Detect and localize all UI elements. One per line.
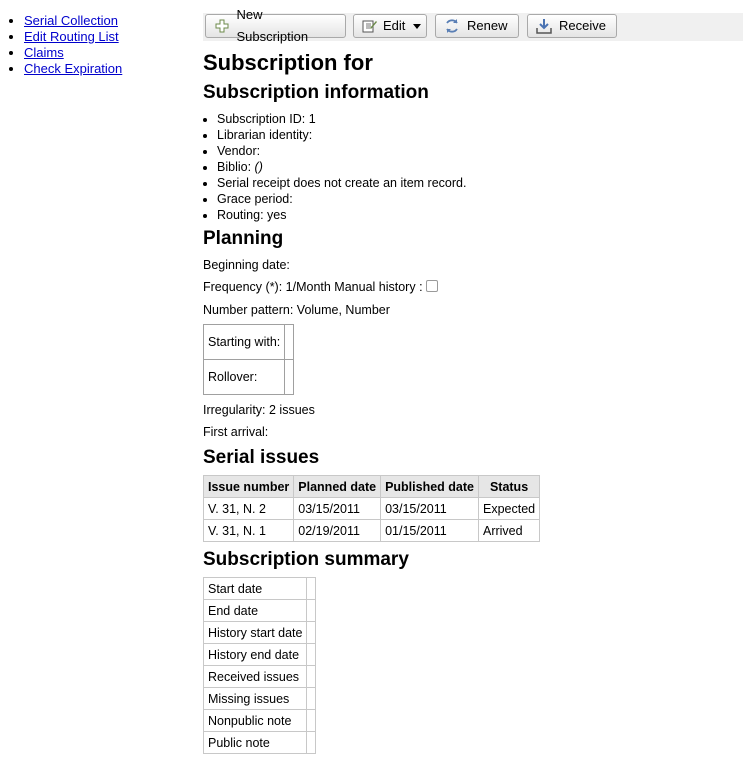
check-expiration-link[interactable]: Check Expiration	[24, 61, 123, 76]
sidebar-item-edit-routing-list	[24, 29, 122, 45]
header-planned-date: Planned date	[294, 476, 381, 498]
serial-collection-link[interactable]: Serial Collection	[24, 13, 118, 28]
vendor-label: Vendor:	[217, 144, 261, 158]
summary-row	[204, 710, 316, 732]
subscription-summary-table	[203, 577, 316, 754]
planning-heading: Planning	[203, 228, 284, 249]
summary-value	[307, 578, 316, 600]
vendor-item	[217, 143, 466, 159]
chevron-down-icon	[413, 24, 421, 29]
starting-with-value	[285, 325, 294, 360]
published-date-cell: 01/15/2011	[381, 520, 479, 542]
frequency-row	[203, 280, 438, 294]
issue-number-cell: V. 31, N. 2	[204, 498, 294, 520]
receive-button[interactable]	[527, 14, 617, 38]
subscription-info-heading: Subscription information	[203, 82, 429, 103]
sidebar-item-check-expiration	[24, 61, 122, 77]
summary-label: End date	[204, 600, 307, 622]
inbox-download-icon	[535, 17, 553, 35]
receipt-note-item: • Serial receipt does not create an item record.	[217, 175, 466, 191]
serial-issues-heading: Serial issues	[203, 447, 320, 468]
header-issue-number: Issue number	[204, 476, 294, 498]
summary-label: Start date	[204, 578, 307, 600]
biblio-label: Biblio:	[217, 160, 252, 174]
summary-row	[204, 732, 316, 754]
plus-icon	[213, 17, 231, 35]
summary-label: Nonpublic note	[204, 710, 307, 732]
summary-label: History start date	[204, 622, 307, 644]
summary-row	[204, 622, 316, 644]
issue-number-cell: V. 31, N. 1	[204, 520, 294, 542]
starting-with-row	[204, 325, 294, 360]
subscription-id-item: • Subscription ID: 1	[217, 111, 466, 127]
beginning-date-text: Beginning date:	[203, 258, 290, 272]
refresh-icon	[443, 17, 461, 35]
serial-issues-table	[203, 475, 540, 542]
grace-period-item: • Grace period:	[217, 191, 466, 207]
summary-label: Public note	[204, 732, 307, 754]
sidebar-item-serial-collection	[24, 13, 122, 29]
summary-value	[307, 710, 316, 732]
summary-value	[307, 644, 316, 666]
subscription-summary-heading: Subscription summary	[203, 549, 409, 570]
summary-label: Missing issues	[204, 688, 307, 710]
published-date-cell: 03/15/2011	[381, 498, 479, 520]
rollover-row	[204, 360, 294, 395]
edit-label: Edit	[383, 18, 406, 33]
planned-date-cell: 03/15/2011	[294, 498, 381, 520]
irregularity-text: Irregularity: 2 issues	[203, 403, 315, 417]
summary-value	[307, 688, 316, 710]
planned-date-cell: 02/19/2011	[294, 520, 381, 542]
first-arrival-text: First arrival:	[203, 425, 269, 439]
manual-history-checkbox[interactable]	[426, 280, 438, 292]
summary-label: Received issues	[204, 666, 307, 688]
frequency-text: Frequency (*): 1/Month Manual history :	[203, 280, 423, 294]
summary-row	[204, 578, 316, 600]
summary-value	[307, 600, 316, 622]
edit-routing-list-link[interactable]: Edit Routing List	[24, 29, 119, 44]
header-status: Status	[478, 476, 539, 498]
status-cell: Expected	[478, 498, 539, 520]
edit-menu-button[interactable]	[353, 14, 427, 38]
new-subscription-label: New Subscription	[236, 7, 309, 44]
biblio-value: ()	[254, 160, 263, 174]
rollover-value	[285, 360, 294, 395]
biblio-item	[217, 159, 466, 175]
table-row	[204, 520, 540, 542]
summary-label: History end date	[204, 644, 307, 666]
new-subscription-button[interactable]	[205, 7, 346, 44]
numbering-table	[203, 324, 294, 395]
summary-row	[204, 688, 316, 710]
summary-value	[307, 622, 316, 644]
page-title: Subscription for	[203, 50, 373, 75]
summary-row	[204, 600, 316, 622]
renew-button[interactable]	[435, 14, 519, 38]
table-row	[204, 498, 540, 520]
number-pattern-text: Number pattern: Volume, Number	[203, 303, 390, 317]
sidebar-nav	[8, 13, 122, 77]
status-cell: Arrived	[478, 520, 539, 542]
routing-item: • Routing: yes	[217, 207, 466, 223]
rollover-label: Rollover:	[204, 360, 285, 395]
starting-with-label: Starting with:	[204, 325, 285, 360]
summary-row	[204, 644, 316, 666]
header-published-date: Published date	[381, 476, 479, 498]
toolbar	[203, 7, 743, 44]
summary-value	[307, 666, 316, 688]
sidebar-item-claims	[24, 45, 122, 61]
sidebar-link-list	[8, 13, 122, 77]
librarian-item: • Librarian identity:	[217, 127, 466, 143]
receive-label: Receive	[559, 18, 606, 33]
subscription-info-list	[203, 111, 466, 223]
summary-value	[307, 732, 316, 754]
table-header-row	[204, 476, 540, 498]
edit-icon	[361, 17, 377, 35]
claims-link[interactable]: Claims	[24, 45, 64, 60]
renew-label: Renew	[467, 18, 508, 33]
summary-row	[204, 666, 316, 688]
